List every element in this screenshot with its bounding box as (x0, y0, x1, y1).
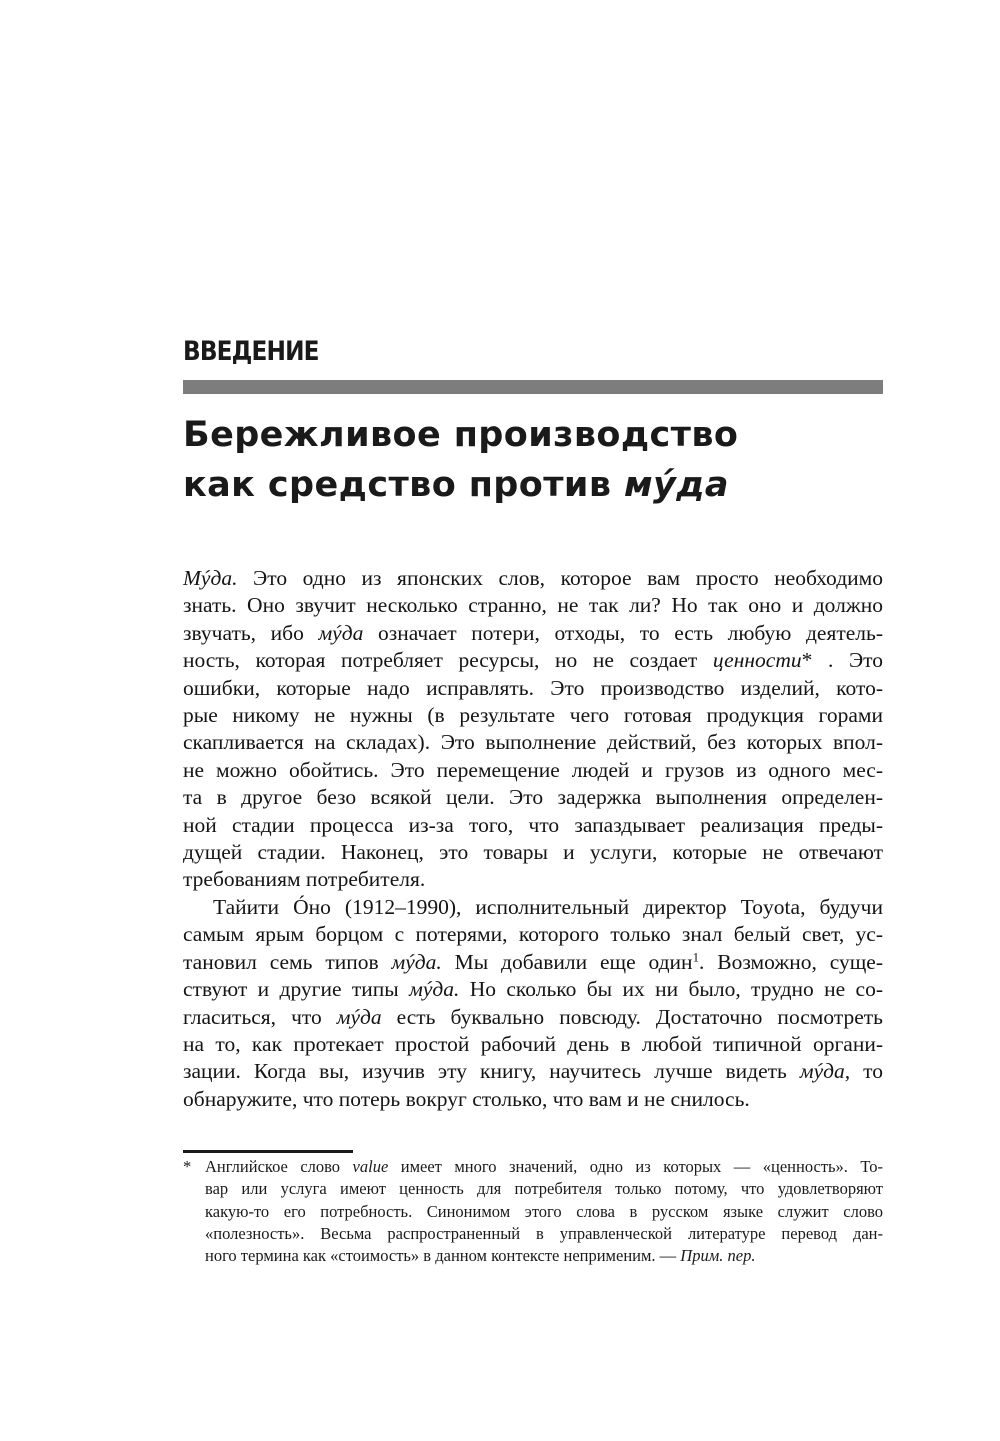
footnote-rule (183, 1150, 353, 1153)
footnote-line: какую-то его потребность. Синонимом этого слова в русском языке служит слово (205, 1201, 883, 1221)
chapter-title-line2-prefix: как средство против (183, 465, 624, 505)
italic-term: value (352, 1157, 389, 1176)
paragraph-1-line: скапливается на складах). Это выполнение действий, без которых впол- (183, 730, 883, 755)
paragraph-2-line (183, 949, 883, 976)
footnote-line: вар или услуга имеют ценность для потребителя только потому, что удовлетворяют (205, 1179, 883, 1199)
paragraph-2-line: обнаружите, что потерь вокруг столько, что вам и не снилось. (183, 1086, 750, 1111)
italic-term: мýда (318, 620, 364, 645)
text-run: зации. Когда вы, изучив эту книгу, научитесь лучше видеть (183, 1059, 800, 1084)
paragraph-1-line: ной стадии процесса из-за того, что запаздывает реализация преды- (183, 812, 883, 837)
italic-term: ценности (712, 648, 802, 673)
text-run: ствуют и другие типы (183, 977, 410, 1002)
text-run: означает потери, отходы, то есть любую деятель- (363, 620, 883, 645)
paragraph-1 (183, 565, 883, 894)
text-run: звучать, ибо (183, 620, 319, 645)
text-run: имеет много значений, одно из которых — «ценность». То- (388, 1157, 883, 1176)
text-run: Мы добавили еще один (441, 949, 693, 974)
paragraph-2-line: Тайити Óно (1912–1990), исполнительный директор Toyota, будучи (213, 894, 883, 919)
paragraph-1-line: дущей стадии. Наконец, это товары и услуги, которые не отвечают (183, 840, 883, 865)
footnote-line: «полезность». Весьма распространенный в управленческой литературе перевод дан- (205, 1223, 883, 1243)
text-run: Английское слово (205, 1157, 353, 1176)
endnote-ref: 1 (692, 949, 700, 964)
paragraph-2-line: самым ярым борцом с потерями, которого только знал белый свет, ус- (183, 922, 883, 947)
text-run: Но сколько бы их ни было, трудно не со- (459, 977, 883, 1002)
italic-term: мýда, (799, 1059, 851, 1084)
text-run: есть буквально повсюду. Достаточно посмотреть (381, 1004, 883, 1029)
paragraph-2-line (183, 976, 883, 1003)
footnote-line (183, 1156, 883, 1178)
chapter-title (183, 410, 883, 510)
paragraph-2-line: на то, как протекает простой рабочий день в любой типичной органи- (183, 1031, 883, 1056)
paragraph-1-line: рые никому не нужны (в результате чего готовая продукция горами (183, 703, 883, 728)
italic-term: мýда (336, 1004, 382, 1029)
section-rule (183, 380, 883, 394)
paragraph-1-line (183, 620, 883, 647)
text-run: то (850, 1059, 883, 1084)
footnote-mark: * (183, 1157, 192, 1176)
body-text (183, 565, 883, 1113)
paragraph-1-line: требованиям потребителя. (183, 867, 426, 892)
chapter-title-line1: Бережливое производство (183, 415, 739, 455)
paragraph-1-line: не можно обойтись. Это перемещение людей и грузов из одного мес- (183, 757, 883, 782)
chapter-title-line2 (183, 460, 883, 510)
paragraph-1-line: та в другое безо всякой цели. Это задержка выполнения определен- (183, 785, 883, 810)
chapter-title-muda: мýда (623, 465, 729, 505)
section-label: ВВЕДЕНИЕ (183, 336, 319, 367)
paragraph-2 (183, 894, 883, 1113)
text-run: Это одно из японских слов, которое вам просто необходимо (237, 566, 883, 590)
text-run: гласиться, что (183, 1004, 337, 1029)
footnote (183, 1156, 883, 1267)
paragraph-2-line (183, 1004, 883, 1031)
paragraph-1-line: ошибки, которые надо исправлять. Это производство изделий, кото- (183, 675, 883, 700)
paragraph-1-line: знать. Оно звучит несколько странно, не так ли? Но так оно и должно (183, 593, 883, 618)
footnote-line (183, 1245, 883, 1267)
italic-term: Прим. пер. (680, 1246, 756, 1266)
paragraph-1-line (183, 647, 883, 674)
italic-term: мýда. (391, 949, 442, 974)
paragraph-1-line (183, 565, 883, 592)
text-run: ного термина как «стоимость» в данном контексте неприменим. — (205, 1246, 681, 1266)
paragraph-2-line (183, 1058, 883, 1085)
footnote-ref: * . Это (801, 648, 883, 673)
text-run: . Возможно, суще- (699, 949, 883, 974)
text-run: ность, которая потребляет ресурсы, но не создает (183, 648, 713, 673)
italic-term: мýда. (409, 977, 460, 1002)
text-run: тановил семь типов (183, 949, 392, 974)
italic-term: Мýда. (183, 566, 238, 590)
